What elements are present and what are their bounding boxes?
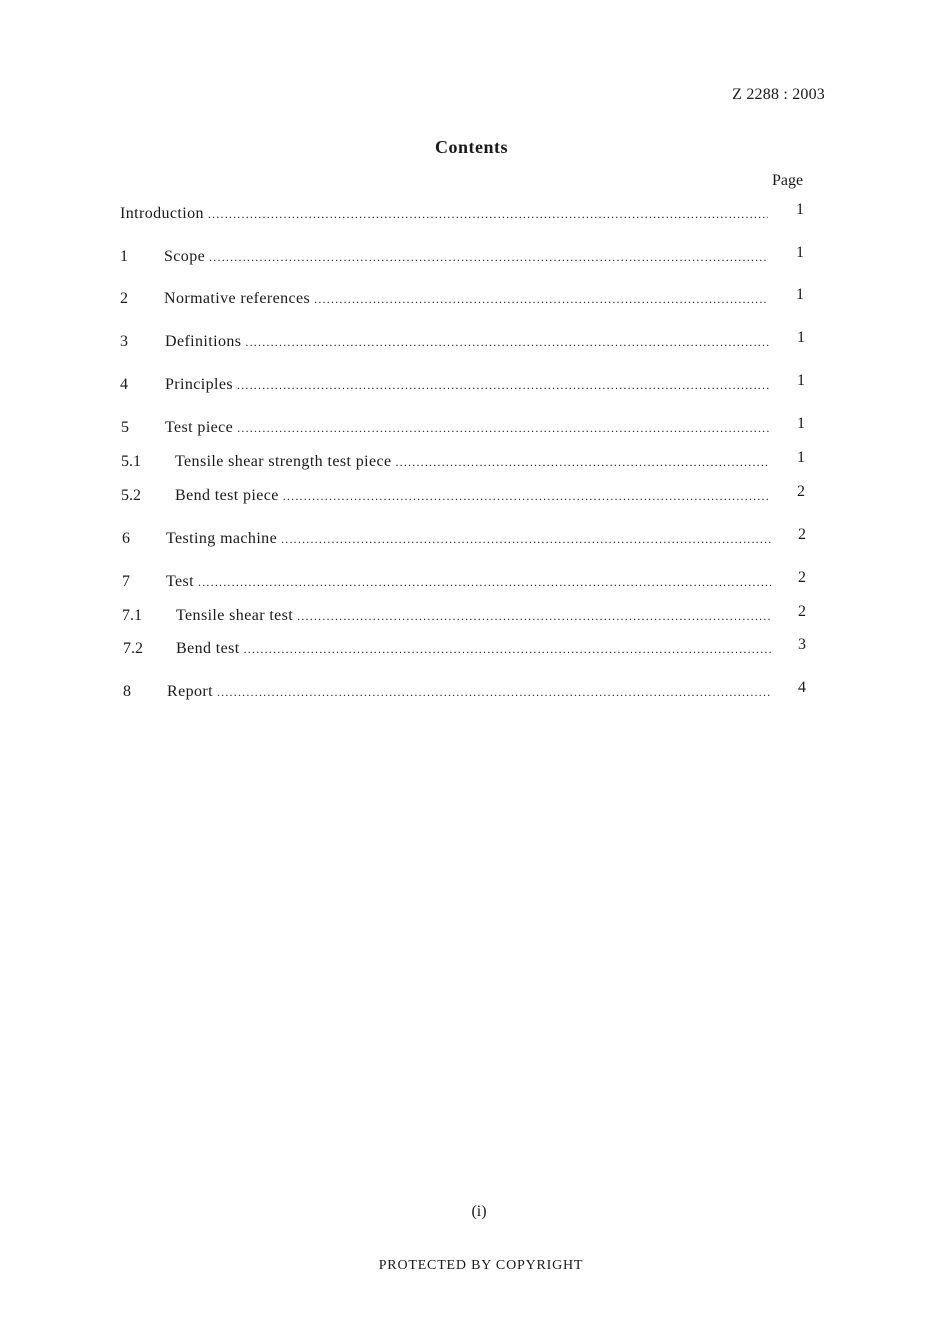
toc-entry-page: 3	[798, 636, 806, 653]
toc-entry-label: Normative references	[164, 290, 311, 307]
toc-entry-label: Introduction	[120, 205, 204, 222]
dot-leader	[209, 246, 768, 268]
dot-leader	[314, 288, 768, 310]
toc-entry-label: Tensile shear test	[176, 607, 294, 624]
toc-entry-tensile-shear-test[interactable]	[122, 605, 827, 627]
page-folio: (i)	[471, 1203, 487, 1220]
dot-leader	[237, 417, 769, 439]
toc-entry-scope[interactable]	[120, 246, 825, 268]
toc-entry-number: 2	[120, 290, 128, 307]
dot-leader	[217, 681, 771, 703]
toc-entry-number: 7	[122, 573, 130, 590]
toc-entry-label: Principles	[165, 376, 233, 393]
toc-entry-page: 1	[796, 286, 804, 303]
dot-leader	[283, 485, 770, 507]
toc-entry-normative-references[interactable]	[120, 288, 825, 310]
toc-entry-bend-test-piece[interactable]	[121, 485, 826, 507]
dot-leader	[237, 374, 769, 396]
copyright-notice: PROTECTED BY COPYRIGHT	[378, 1258, 584, 1273]
toc-entry-number: 7.2	[123, 640, 143, 657]
toc-entry-label: Bend test	[176, 640, 240, 657]
toc-entry-number: 6	[122, 530, 130, 547]
toc-entry-page: 1	[796, 201, 804, 218]
toc-entry-definitions[interactable]	[120, 331, 825, 353]
toc-entry-label: Definitions	[165, 333, 242, 350]
toc-entry-label: Report	[167, 683, 213, 700]
dot-leader	[395, 451, 769, 473]
toc-entry-bend-test[interactable]	[123, 638, 828, 660]
toc-entry-page: 1	[797, 449, 805, 466]
toc-entry-label: Testing machine	[166, 530, 278, 547]
toc-entry-label: Test piece	[165, 419, 234, 436]
toc-entry-label: Bend test piece	[175, 487, 279, 504]
toc-entry-page: 1	[797, 372, 805, 389]
toc-entry-page: 1	[797, 329, 805, 346]
toc-entry-principles[interactable]	[120, 374, 825, 396]
toc-entry-label: Tensile shear strength test piece	[175, 453, 392, 470]
dot-leader	[281, 528, 771, 550]
toc-entry-number: 1	[120, 248, 128, 265]
toc-entry-number: 4	[120, 376, 128, 393]
toc-entry-label: Test	[166, 573, 195, 590]
toc-entry-tensile-shear-strength-test-piece[interactable]	[121, 451, 826, 473]
toc-entry-page: 1	[796, 244, 804, 261]
toc-entry-label: Scope	[164, 248, 206, 265]
toc-entry-introduction[interactable]	[120, 203, 825, 225]
toc-page-column-header: Page	[772, 172, 804, 189]
toc-entry-number: 5	[121, 419, 129, 436]
toc-entry-number: 5.2	[121, 487, 141, 504]
dot-leader	[208, 203, 768, 225]
toc-entry-number: 5.1	[121, 453, 141, 470]
toc-title: Contents	[434, 137, 508, 157]
toc-entry-page: 2	[798, 526, 806, 543]
dot-leader	[297, 605, 771, 627]
toc-entry-page: 2	[798, 569, 806, 586]
toc-entry-test[interactable]	[122, 571, 827, 593]
toc-entry-report[interactable]	[123, 681, 828, 703]
toc-entry-page: 4	[798, 679, 806, 696]
toc-entry-testing-machine[interactable]	[122, 528, 827, 550]
dot-leader	[244, 638, 771, 660]
toc-entry-page: 2	[797, 483, 805, 500]
toc-entry-page: 2	[798, 603, 806, 620]
toc-entry-number: 7.1	[122, 607, 142, 624]
document-code: Z 2288 : 2003	[732, 86, 825, 103]
dot-leader	[245, 331, 769, 353]
dot-leader	[198, 571, 771, 593]
toc-entry-test-piece[interactable]	[121, 417, 826, 439]
toc-entry-number: 8	[123, 683, 131, 700]
toc-entry-number: 3	[120, 333, 128, 350]
toc-entry-page: 1	[797, 415, 805, 432]
